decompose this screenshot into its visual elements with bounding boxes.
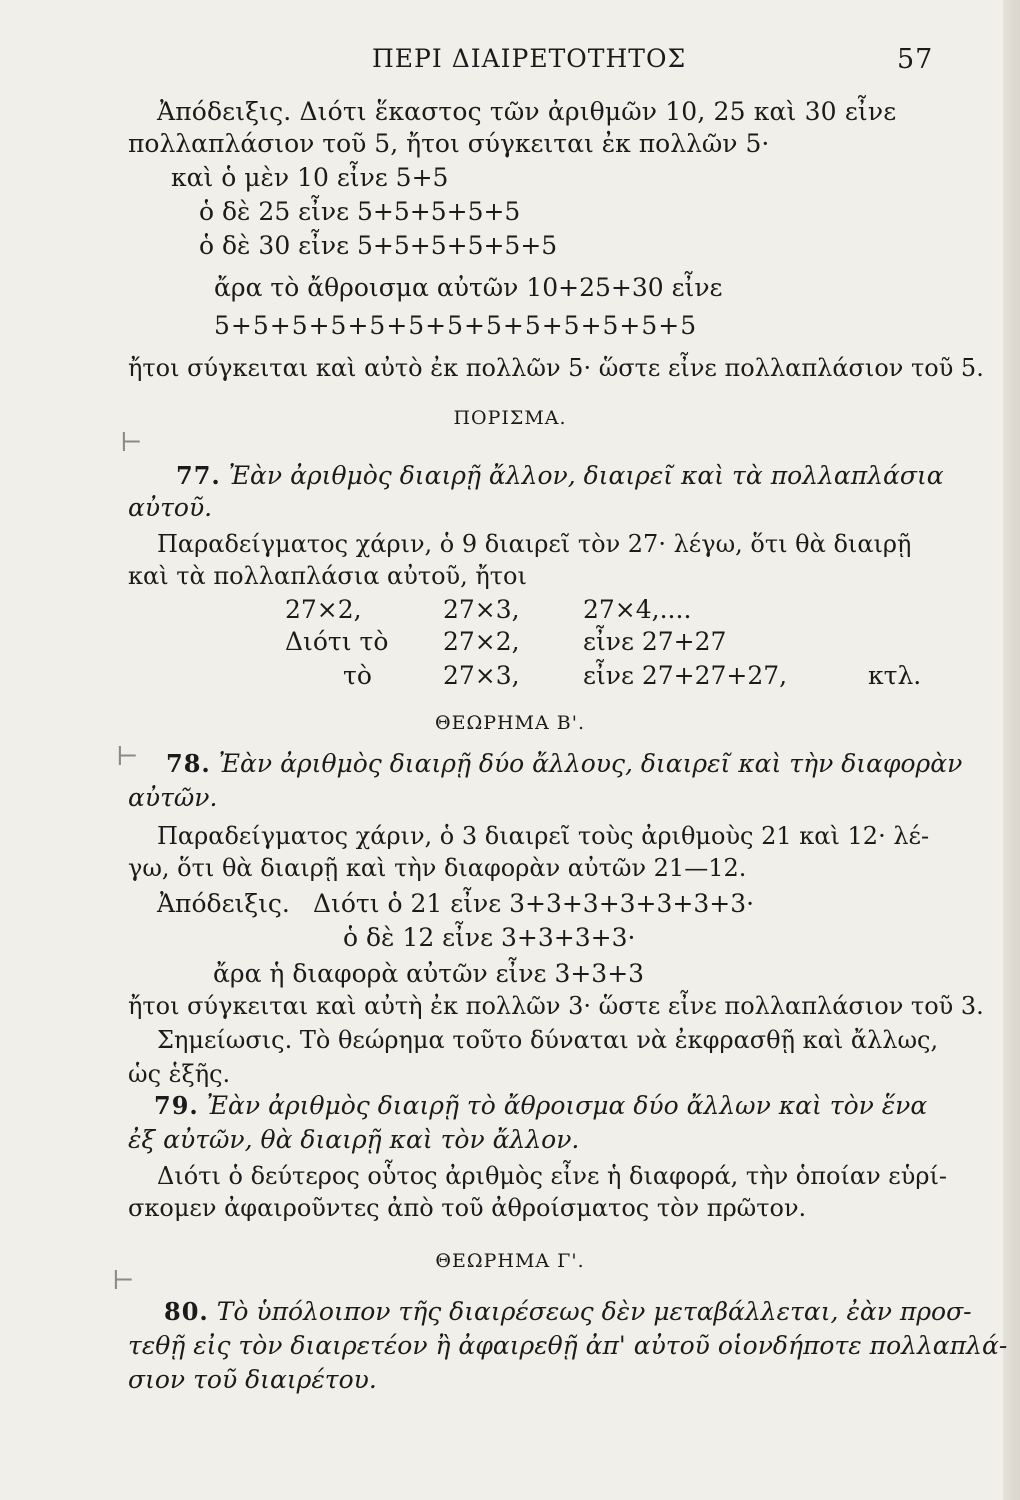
expr: κτλ. xyxy=(868,661,922,690)
text-line: ὡς ἑξῆς. xyxy=(128,1060,231,1088)
text-line: σκομεν ἀφαιροῦντες ἀπὸ τοῦ ἀθροίσματος τὸν πρῶτον. xyxy=(128,1194,807,1222)
expr: τὸ xyxy=(343,661,372,690)
page-edge xyxy=(1003,0,1020,1500)
text-line: ἤτοι σύγκειται καὶ αὐτὸ ἐκ πολλῶν 5· ὥστε εἶνε πολλαπλάσιον τοῦ 5. xyxy=(128,354,984,382)
statement-text: Τὸ ὑπόλοιπον τῆς διαιρέσεως δὲν μεταβάλλεται, ἐὰν προσ- xyxy=(216,1297,972,1326)
text-line: τεθῇ εἰς τὸν διαιρετέον ἢ ἀφαιρεθῇ ἀπ' αὐτοῦ οἱονδήποτε πολλαπλά- xyxy=(128,1331,1008,1360)
running-header: ΠΕΡΙ ΔΙΑΙΡΕΤΟΤΗΤΟΣ xyxy=(372,44,687,73)
text-line: σιον τοῦ διαιρέτου. xyxy=(128,1365,377,1394)
text-line: ὁ δὲ 12 εἶνε 3+3+3+3· xyxy=(343,923,636,952)
text-line: 5+5+5+5+5+5+5+5+5+5+5+5+5 xyxy=(214,311,698,340)
expr: 27×2, xyxy=(285,595,362,624)
proof-label: Ἀπόδειξις. xyxy=(157,889,290,918)
item-number: 78. xyxy=(166,749,211,778)
text-line: Παραδείγματος χάριν, ὁ 3 διαιρεῖ τοὺς ἀριθμοὺς 21 καὶ 12· λέ- xyxy=(157,822,930,850)
text-line: Διότι ὁ δεύτερος οὗτος ἀριθμὸς εἶνε ἡ διαφορά, τὴν ὁποίαν εὑρί- xyxy=(157,1162,947,1190)
expr: 27×2, xyxy=(443,627,520,656)
text-line: καὶ τὰ πολλαπλάσια αὐτοῦ, ἤτοι xyxy=(128,562,527,590)
expr: 27×3, xyxy=(443,661,520,690)
expr: 27×3, xyxy=(443,595,520,624)
item-number: 77. xyxy=(176,461,221,490)
theorem-statement xyxy=(176,460,944,492)
theorem-statement xyxy=(164,1296,972,1328)
margin-mark-icon: ⊢ xyxy=(116,742,139,772)
text-line: Σημείωσις. Τὸ θεώρημα τοῦτο δύναται νὰ ἐκφρασθῇ καὶ ἄλλως, xyxy=(157,1026,939,1054)
text-line: αὐτῶν. xyxy=(128,783,218,812)
text-line: καὶ ὁ μὲν 10 εἶνε 5+5 xyxy=(171,163,449,192)
text-line: γω, ὅτι θὰ διαιρῇ καὶ τὴν διαφορὰν αὐτῶν 21—12. xyxy=(128,854,747,882)
expr: εἶνε 27+27 xyxy=(583,627,727,656)
item-number: 79. xyxy=(154,1091,199,1120)
margin-mark-icon: ⊢ xyxy=(112,1266,135,1296)
page-number: 57 xyxy=(897,44,934,75)
theorem-statement xyxy=(166,748,962,780)
text-line: ἐξ αὐτῶν, θὰ διαιρῇ καὶ τὸν ἄλλον. xyxy=(128,1125,580,1154)
text-line: Διότι ὁ 21 εἶνε 3+3+3+3+3+3+3· xyxy=(313,889,755,918)
margin-mark-icon: ⊢ xyxy=(120,428,143,458)
statement-text: Ἐὰν ἀριθμὸς διαιρῇ τὸ ἄθροισμα δύο ἄλλων καὶ τὸν ἕνα xyxy=(206,1091,928,1120)
statement-text: Ἐὰν ἀριθμὸς διαιρῇ δύο ἄλλους, διαιρεῖ καὶ τὴν διαφορὰν xyxy=(218,749,963,778)
theorem-statement xyxy=(154,1090,927,1122)
text-line: ὁ δὲ 25 εἶνε 5+5+5+5+5 xyxy=(199,197,521,226)
text-line: πολλαπλάσιον τοῦ 5, ἤτοι σύγκειται ἐκ πολλῶν 5· xyxy=(128,129,770,158)
section-heading: ΘΕΩΡΗΜΑ Γ'. xyxy=(435,1250,585,1272)
section-heading: ΠΟΡΙΣΜΑ. xyxy=(453,407,567,429)
item-number: 80. xyxy=(164,1297,209,1326)
expr: 27×4,.... xyxy=(583,595,692,624)
statement-text: Ἐὰν ἀριθμὸς διαιρῇ ἄλλον, διαιρεῖ καὶ τὰ πολλαπλάσια xyxy=(228,461,944,490)
expr: εἶνε 27+27+27, xyxy=(583,661,788,690)
text-line: Ἀπόδειξις. Διότι ἕκαστος τῶν ἀριθμῶν 10, 25 καὶ 30 εἶνε xyxy=(157,97,897,126)
text-line: ἄρα τὸ ἄθροισμα αὐτῶν 10+25+30 εἶνε xyxy=(214,273,723,302)
text-line: ἄρα ἡ διαφορὰ αὐτῶν εἶνε 3+3+3 xyxy=(213,959,645,988)
text-line: ἤτοι σύγκειται καὶ αὐτὴ ἐκ πολλῶν 3· ὥστε εἶνε πολλαπλάσιον τοῦ 3. xyxy=(128,992,984,1020)
text-line: Παραδείγματος χάριν, ὁ 9 διαιρεῖ τὸν 27· λέγω, ὅτι θὰ διαιρῇ xyxy=(157,530,912,558)
section-heading: ΘΕΩΡΗΜΑ Β'. xyxy=(435,712,585,734)
text-line: ὁ δὲ 30 εἶνε 5+5+5+5+5+5 xyxy=(199,231,558,260)
text-line: αὐτοῦ. xyxy=(128,493,213,522)
expr: Διότι τὸ xyxy=(285,627,389,656)
